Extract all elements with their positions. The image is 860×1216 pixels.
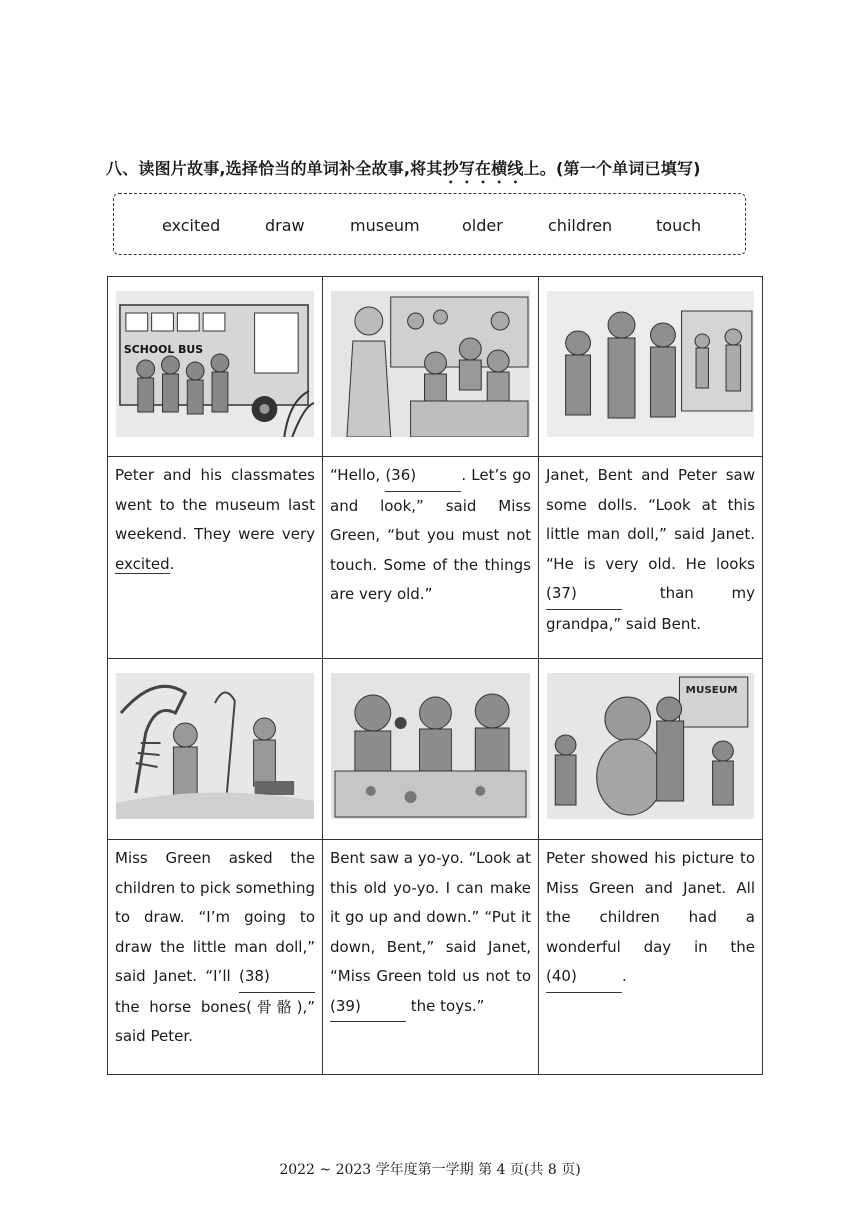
answer-blank-36[interactable]: (36)	[385, 461, 461, 492]
story-text: . Let’s go and look,” said Miss Green, “but you must not touch. Some of the things are very old.”	[330, 466, 531, 603]
story-text-cell	[323, 840, 539, 1075]
heading-text-end: 上。(第一个单词已填写)	[523, 159, 701, 178]
word-bank-box	[113, 193, 746, 255]
word-bank-item: draw	[265, 216, 305, 235]
answer-blank-40[interactable]: (40)	[546, 962, 622, 993]
picture-cell	[108, 659, 323, 840]
story-text-cell	[108, 840, 323, 1075]
picture-cell	[323, 277, 539, 457]
filled-answer: excited	[115, 554, 170, 573]
bus-sign-text: SCHOOL BUS	[123, 342, 204, 357]
answer-blank-39[interactable]: (39)	[330, 992, 406, 1023]
horse-bones-illustration	[116, 673, 314, 819]
word-bank-item: touch	[656, 216, 702, 235]
story-text: the toys.”	[406, 996, 485, 1015]
museum-sign-text: MUSEUM	[685, 685, 738, 696]
page-footer: 2022 ~ 2023 学年度第一学期 第 4 页(共 8 页)	[279, 1162, 581, 1178]
story-text-cell	[539, 457, 763, 659]
story-text: Bent saw a yo-yo. “Look at this old yo-yo. I can make it go up and down.” “Put it down, Bent,” said Janet, “Miss Green told us not to	[330, 849, 531, 985]
heading-emphasis-text: 抄写在横线	[442, 159, 524, 178]
story-text: “Hello,	[330, 466, 386, 484]
picture-cell	[323, 659, 539, 840]
story-text-cell	[108, 457, 323, 659]
story-table	[107, 276, 763, 1075]
story-text-cell	[539, 840, 763, 1075]
word-bank-item: children	[548, 216, 613, 235]
picture-cell	[539, 659, 763, 840]
picture-cell	[108, 277, 323, 457]
story-text: Peter showed his picture to Miss Green and Janet. All the children had a wonderful day in the	[546, 849, 755, 956]
teacher-children-illustration	[331, 291, 530, 437]
answer-blank-37[interactable]: (37)	[546, 579, 622, 610]
heading-text-start: 八、读图片故事,选择恰当的单词补全故事,将其	[106, 159, 443, 178]
picture-cell	[539, 277, 763, 457]
school-bus-illustration	[116, 291, 314, 437]
word-bank-item: excited	[162, 216, 221, 235]
story-text: .	[169, 554, 175, 573]
teddy-bear-illustration	[547, 673, 754, 819]
yo-yo-illustration	[331, 673, 530, 819]
section-heading	[106, 156, 766, 187]
word-bank-item: museum	[350, 216, 420, 235]
story-text-cell	[323, 457, 539, 659]
answer-blank-38[interactable]: (38)	[239, 962, 315, 993]
story-text: Miss Green asked the children to pick something to draw. “I’m going to draw the little man doll,” said Janet. “I’ll	[115, 849, 315, 985]
story-text: than my grandpa,” said Bent.	[546, 584, 755, 633]
word-bank-item: older	[462, 216, 503, 235]
story-text: the horse bones(骨骼),” said Peter.	[115, 997, 315, 1045]
children-dolls-illustration	[547, 291, 754, 437]
story-text: .	[622, 967, 627, 985]
story-text: Janet, Bent and Peter saw some dolls. “Look at this little man doll,” said Janet. “He is very old. He looks	[546, 466, 755, 573]
story-text: Peter and his classmates went to the museum last weekend. They were very	[115, 466, 315, 543]
